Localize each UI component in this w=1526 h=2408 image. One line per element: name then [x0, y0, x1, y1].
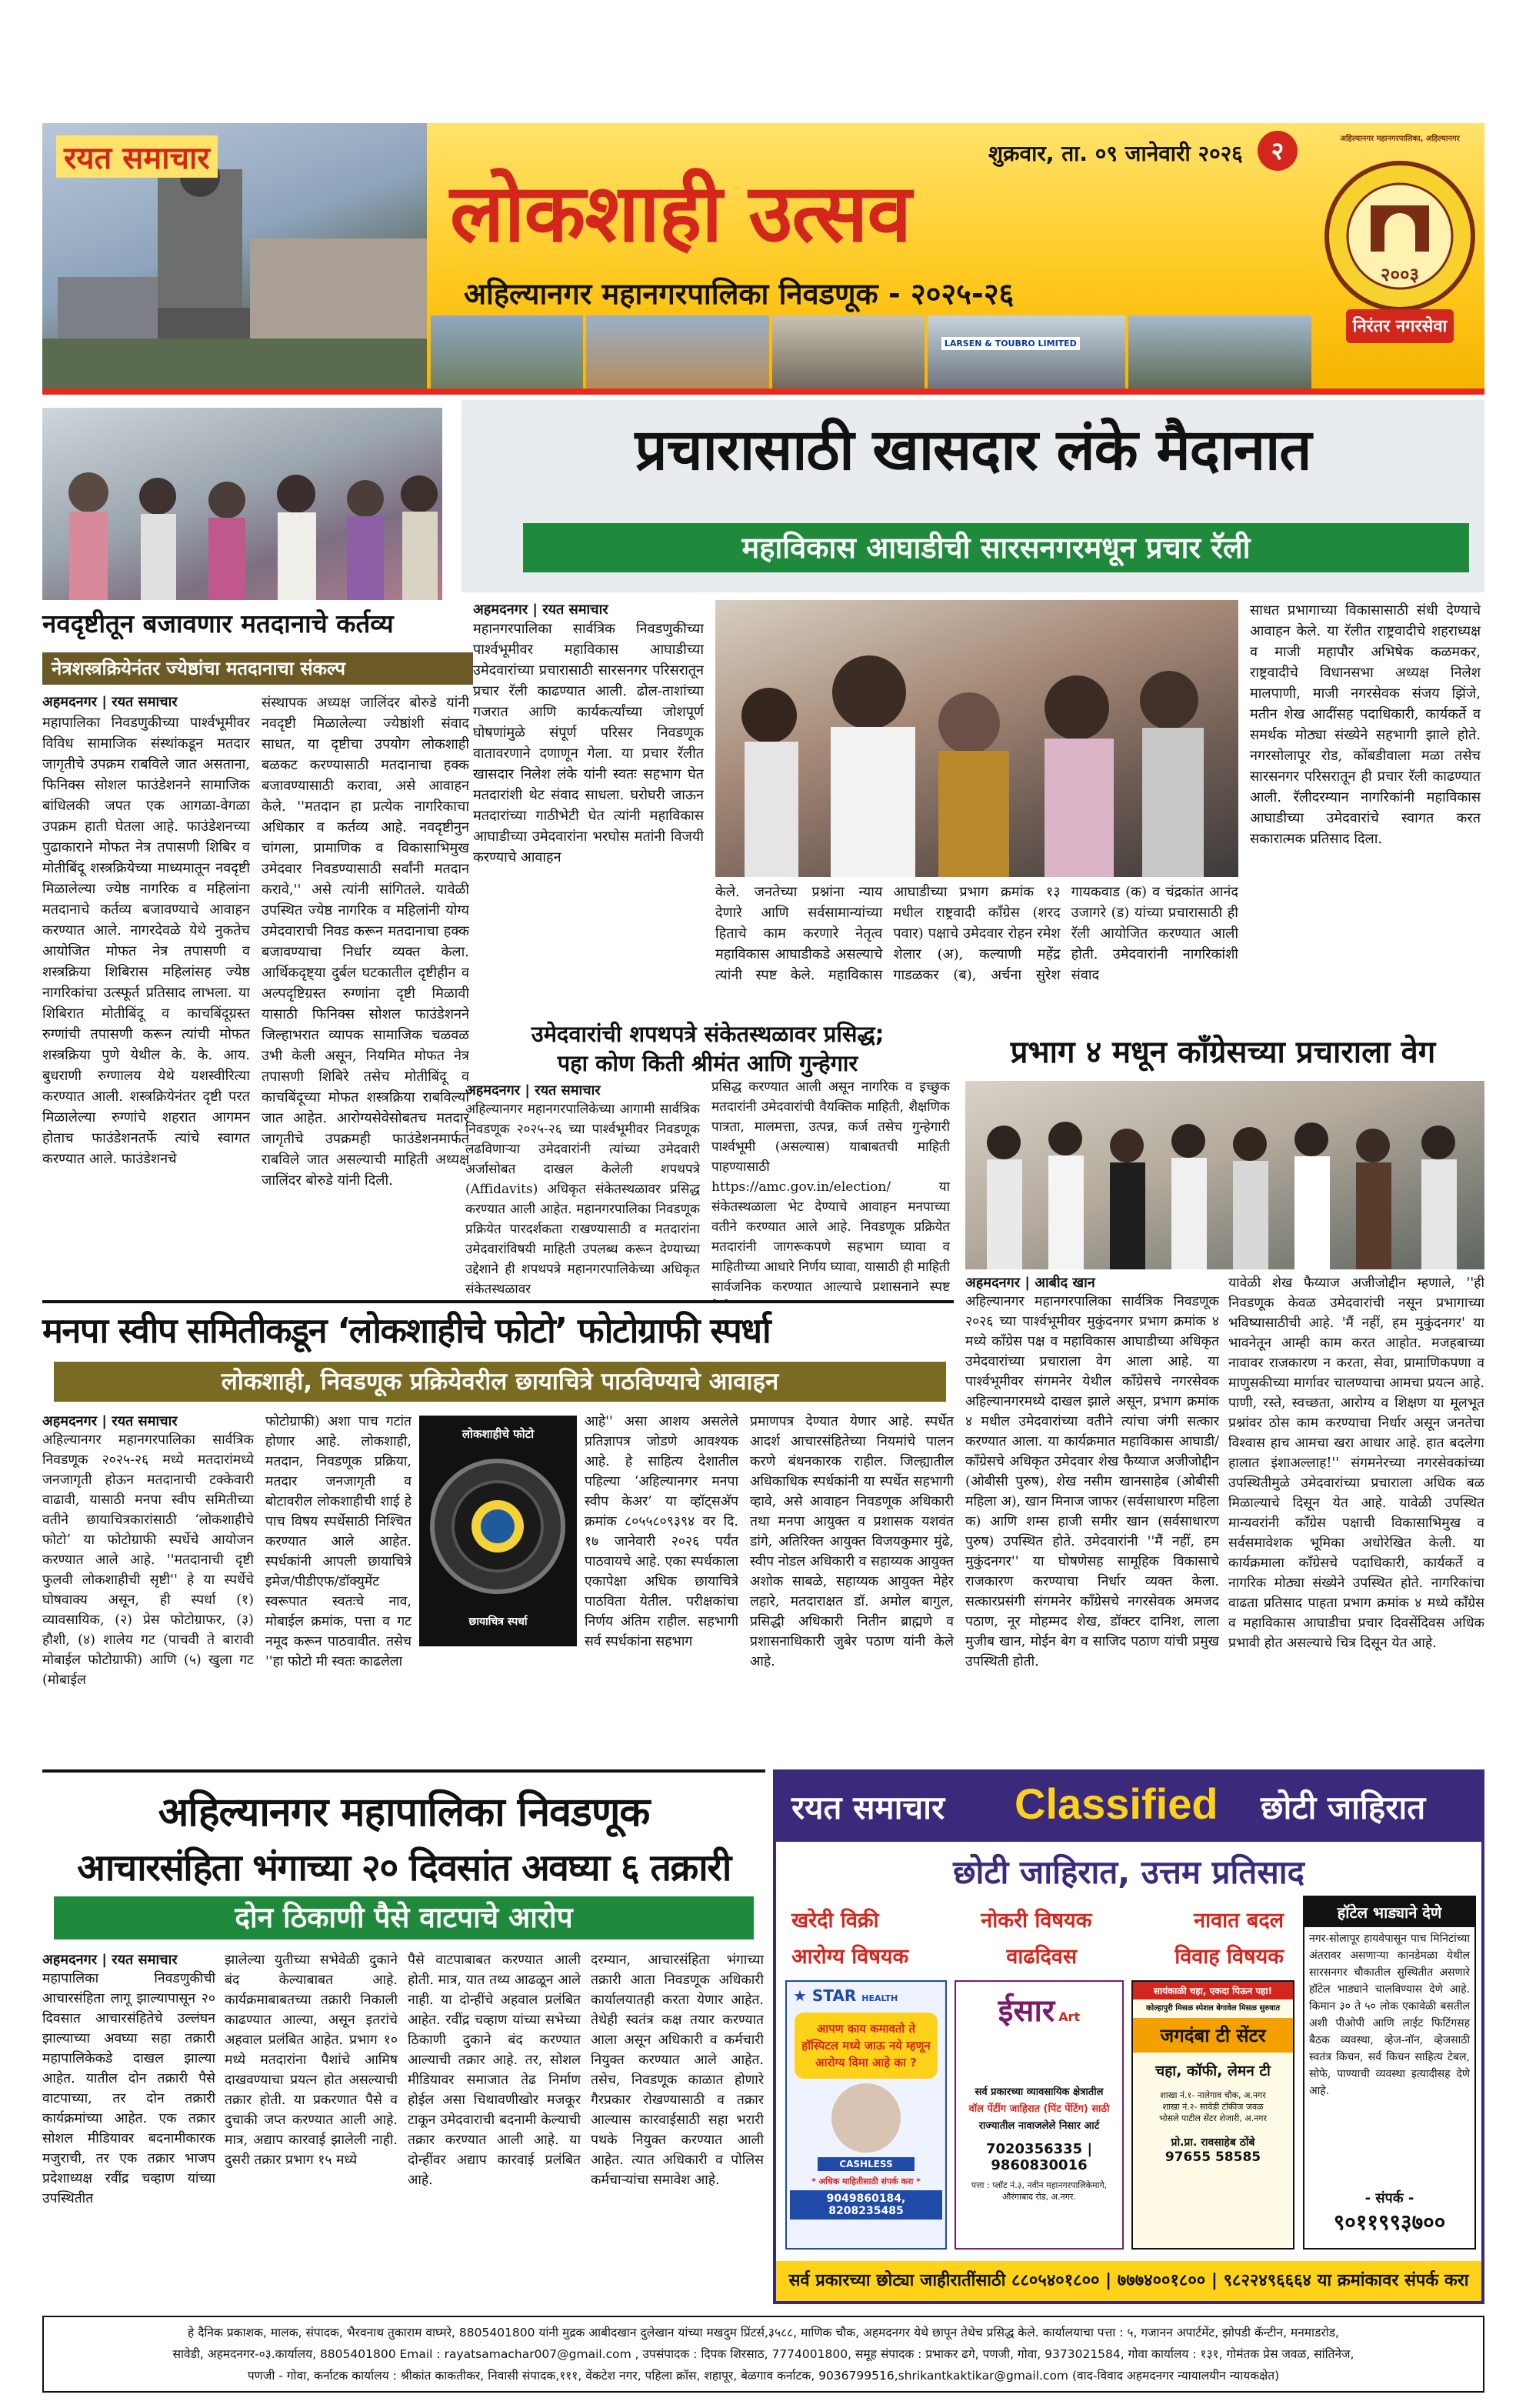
lanke-photo [715, 600, 1238, 877]
hotel-ad-title: हॉटेल भाड्याने देणे [1304, 1897, 1474, 1927]
emblem-icon [1323, 132, 1477, 379]
category-marriage: विवाह विषयक [1174, 1945, 1284, 1969]
congress-col-1 [965, 1273, 1219, 1763]
code-body-2: झालेल्या युतीच्या सभेवेळी दुकाने बंद केल्याबाबत आहे. कार्यक्रमाबाबतच्या तक्रारी निकाली काढण्यात आल्या, असून इतरांचे अहवाल प्रलंबित आहेत. प्रभाग १० मध्ये मतदारांना पैशांचे आमिष दाखवण्याचा प्रयत्न होत असल्याची तक्रार होती. या प्रकरणात पैसे व दुचाकी जप्त करण्यात आली आहे. मात्र, अद्याप कारवाई झालेली नाही. दुसरी तक्रार प्रभाग १५ मध्ये [225, 1953, 398, 2168]
affidavit-body-1: अहिल्यानगर महानगरपालिकेच्या आगामी सार्वत्रिक निवडणूक २०२५-२६ च्या पार्श्वभूमीवर निवडणूक लढविणाऱ्या उमेदवारांनी त्यांच्या उमेदवारी अर्जासोबत दाखल केलेली शपथपत्रे (Affidavits) अधिकृत संकेतस्थळावर प्रसिद्ध करण्यात आली आहेत. महानगरपालिका निवडणूक प्रक्रियेत पारदर्शकता राखण्यासाठी व मतदारांना उमेदवारांविषयी माहिती उपलब्ध करून देण्याच्या उद्देशाने ही शपथपत्रे महानगरपालिकेच्या अधिकृत संकेतस्थळावर [465, 1102, 700, 1297]
sweep-col-1 [42, 1412, 254, 1763]
lanke-col-right: साधत प्रभागाच्या विकासासाठी संधी देण्याचे आवाहन केले. या रॅलीत राष्ट्रवादीचे शहराध्यक्ष व माजी महापौर अभिषेक कळमकर, राष्ट्रवादीचे विधानसभा अध्यक्ष निलेश मालपाणी, माजी नगरसेवक संजय झिंजे, मतीन शेख आदींसह पदाधिकारी, कार्यकर्ते व समर्थक मोठ्या संख्येने सहभागी झाले होते. नगरसोलापूर रोड, कोंबडीवाला मळा तसेच सारसनगर परिसरातून ही प्रचार रॅली काढण्यात आली. रॅलीदरम्यान नागरिकांनी महाविकास आघाडीच्या उमेदवारांचे स्वागत करत सकारात्मक प्रतिसाद दिला. [1250, 602, 1481, 847]
code-body-1: महापालिका निवडणुकीची आचारसंहिता लागू झाल्यापासून २० दिवसात आचारसंहितेचे उल्लंघन झाल्याच्या अवघ्या सहा तक्रारी महापालिकेकडे दाखल झाल्या आहेत. यातील दोन तक्रारी पैसे वाटपाच्या, तर दोन तक्रारी कार्यक्रमांच्या आहेत. एक तक्रार सोशल मीडियावर बदनामीकारक मजुराची, तर एक तक्रार भाजप प्रदेशाध्यक्ष रवींद्र चव्हाण यांच्या उपस्थितीत [42, 1971, 215, 2206]
classified-tagline: छोटी जाहिरात, उत्तम प्रतिसाद [953, 1853, 1304, 1891]
tea-phone: 97655 58585 [1164, 2150, 1261, 2165]
imprint-line-1: हे दैनिक प्रकाशक, मालक, संपादक, भैरवनाथ तुकाराम वाघ्मरे, 8805401800 यांनी मुद्रक आबीदखान दुलेखान यांच्या मखदुम प्रिंटर्स,३५८८, माणिक चौक, अहमदनगर येथे छापून तेथेच प्रसिद्ध केले. कार्यालयाचा पत्ता : ५, गजानन अपार्टमेंट, झोपडी कॅन्टीन, मनमाडरोड, [188, 2326, 1339, 2340]
congress-group-illustration [965, 1081, 1484, 1269]
nisar-address: पत्ता : प्लॉट नं.३, नवीन महानगरपालिकेमागे, औरंगाबाद रोड, अ.नगर. [971, 2180, 1108, 2202]
sweep-poster [419, 1416, 577, 1646]
imprint [42, 2316, 1484, 2393]
lanke-headline: प्रचारासाठी खासदार लंके मैदानात [635, 417, 1311, 483]
sweep-body-3: आहे'' असा आशय असलेले प्रतिज्ञापत्र जोडणे आवश्यक आहे. हे साहित्य देशातील पहिल्या ‘अहिल्यानगर मनपा स्वीप केअर’ या व्हॉट्सअ‍ॅप क्रमांक ८०५५८०९३९४ वर दि. १७ जानेवारी २०२६ पर्यंत पाठवायचे आहे. एका स्पर्धकाला एकापेक्षा अधिक छायाचित्रे पाठविता येतील. परीक्षकांचा निर्णय अंतिम राहील. सहभागी सर्व स्पर्धकांना सहभाग [585, 1414, 738, 1649]
imprint-line-3: पणजी - गोवा, कर्नाटक कार्यालय : श्रीकांत काकतीकर, निवासी संपादक,१११, वेंकटेश नगर, पहिला क्रॉस, शहापूर, बेळगाव कर्नाटक, 9036799516,shrikantkaktikar@gmail.com (वाद-विवाद अहमदनगर न्यायालयीन न्यायकक्षेत) [247, 2369, 1280, 2383]
nisar-logo: ईसार Art [998, 1993, 1081, 2029]
tea-address-1: शाखा नं.१- नालेगाव चौक, अ.नगर [1160, 2090, 1266, 2100]
strip-photo-5 [1128, 315, 1311, 389]
lanke-under-photo: केले. जनतेच्या प्रश्नांना न्याय देणारे आणि सर्वसामान्यांच्या हिताचे काम करणारे नेतृत्व महाविकास आघाडीकडे असल्याचे त्यांनी स्पष्ट केले. महाविकास आघाडीच्या प्रभाग क्रमांक १३ मधील राष्ट्रवादी काँग्रेस (शरद पवार) पक्षाचे उमेदवार रोहन रमेश शेलार (अ), कल्याणी महेंद्र गाडळकर (ब), अर्चना सुरेश गायकवाड (क) व चंद्रकांत आनंद उजागरे (ड) यांच्या प्रचारासाठी ही रॅली आयोजित करण्यात आली होती. उमेदवारांनी नागरिकांशी संवाद [715, 884, 1238, 983]
code-rule-top [42, 1769, 765, 1773]
classified-title-en: Classified [1015, 1779, 1218, 1828]
classified-header [776, 1773, 1481, 1842]
tea-address-2: शाखा नं.२- सावेडी टॉकीज जवळ [1162, 2102, 1264, 2112]
page-number: २ [1258, 131, 1298, 171]
netra-col-2 [262, 692, 469, 1314]
masthead-title: लोकशाही उत्सव [450, 166, 911, 260]
nisar-art-ad [955, 1980, 1124, 2250]
star-icon: ★ [793, 1986, 807, 2005]
code-byline: अहमदनगर | रयत समाचार [42, 1952, 178, 1968]
code-subhead: दोन ठिकाणी पैसे वाटपाचे आरोप [54, 1896, 754, 1939]
netra-subhead: नेत्रशस्त्रक्रियेनंतर ज्येष्ठांचा मतदानाचा संकल्प [42, 652, 473, 685]
strip-photo-4 [928, 315, 1125, 389]
star-ad-question: आपण काय कमावतो ते हॉस्पिटल मध्ये जाऊ नये म्हणून आरोग्य विमा आहे का ? [795, 2013, 938, 2079]
sweep-byline: अहमदनगर | रयत समाचार [42, 1413, 178, 1429]
emblem-motto: निरंतर नगरसेवा [1352, 317, 1448, 336]
star-ad-phone: 9049860184, 8208235485 [790, 2190, 942, 2220]
star-ad-note: * अधिक माहितीसाठी संपर्क करा * [811, 2176, 921, 2186]
congress-byline: अहमदनगर | आबीद खान [965, 1275, 1095, 1291]
nisar-line-2: वॉल पेंटींग जाहिरात (पिंट पेंटिंग) साठी [968, 2103, 1110, 2115]
star-ad-person [831, 2083, 901, 2153]
classified-block [773, 1769, 1484, 2304]
sweep-rule-top [42, 1300, 954, 1303]
sweep-body-1: अहिल्यानगर महानगरपालिका सार्वत्रिक निवडणूक २०२५-२६ मध्ये मतदारांमध्ये जनजागृती होऊन मतदानाची टक्केवारी वाढावी, यासाठी मनपा स्वीप समितीच्या वतीने छायाचित्रकारांसाठी ‘लोकशाहीचे फोटो’ या फोटोग्राफी स्पर्धेचे आयोजन करण्यात आले आहे. ''मतदानाची दृष्टी फुलवी लोकशाहीची सृष्टी'' हे या स्पर्धेचे घोषवाक्य असून, ही स्पर्धा (१) व्यावसायिक, (२) प्रेस फोटोग्राफर, (३) हौशी, (४) शालेय गट (पाचवी ते बारावी मोबाईल फोटोग्राफी) आणि (५) खुला गट (मोबाईल [42, 1432, 254, 1688]
nisar-line-1: सर्व प्रकारच्या व्यावसायिक क्षेत्रातील [975, 2086, 1104, 2098]
netra-body-1: महापालिका निवडणुकीच्या पार्श्वभूमीवर विविध सामाजिक संस्थांकडून मतदार जागृतीचे उपक्रम राबविले जात असताना, फिनिक्स सोशल फाउंडेशनने सामाजिक बांधिलकी जपत एक आगळा-वेगळा उपक्रम हाती घेतला आहे. फाउंडेशनच्या पुढाकाराने मोफत नेत्र तपासणी शिबिर व मोतीबिंदू शस्त्रक्रियेच्या माध्यमातून नवदृष्टी मिळालेल्या ज्येष्ठ नागरिक व महिलांना मतदानाचे कर्तव्य बजावण्याचे आवाहन करण्यात आले. नागरदेवळे येथे नुकतेच आयोजित मोफत नेत्र तपासणी व शस्त्रक्रिया शिबिरास महिलांसह ज्येष्ठ नागरिकांचा उत्स्फूर्त प्रतिसाद लाभला. या शिबिरात मोतीबिंदू व काचबिंदूग्रस्त रुग्णांची तपासणी करून त्यांची मोफत शस्त्रक्रिया पुणे येथील के. के. आय. बुधराणी रुग्णालय येथे यशस्वीरित्या करण्यात आली. शस्त्रक्रियेनंतर दृष्टी परत मिळालेल्या रुग्णांचे शहरात आगमन होताच फाउंडेशनतर्फे त्यांचे स्वागत करण्यात आले. फाउंडेशनचे [42, 715, 250, 1167]
congress-body-2: यावेळी शेख फैय्याज अजीजोद्दीन म्हणाले, ''ही निवडणूक केवळ उमेदवारांची नसून प्रभागाच्या भविष्यासाठीची आहे. 'मैं नहीं, हम मुकुंदनगर' या भावनेतून आम्ही काम करत आहोत. मजहबाच्या नावावर राजकारण न करता, सेवा, प्रामाणिकपणा व माणुसकीच्या मार्गावर चालण्याचा आमचा प्रयत्न आहे. पाणी, रस्ते, स्वच्छता, आरोग्य व शिक्षण या मूलभूत प्रश्नांवर ठोस काम करण्याचा निर्धार असून जनतेचा विश्वास हाच आमचा खरा आधार आहे. हात बदलेगा हालात इंशाअल्लाह!'' संगमनेरच्या नगरसेवकांच्या उपस्थितीमुळे उमेदवारांच्या प्रचाराला अधिक बळ मिळाल्याचे दिसून येत आहे. यावेळी उपस्थित मान्यवरांनी काँग्रेस पक्षाची विकासाभिमुख व सर्वसमावेशक भूमिका अधोरेखित केली. या कार्यक्रमाला काँग्रेसचे पदाधिकारी, कार्यकर्ते व नागरिक मोठ्या संख्येने उपस्थित होते. नागरिकांचा वाढता प्रतिसाद पाहता प्रभाग क्रमांक ४ मध्ये काँग्रेस व महाविकास आघाडीचा प्रचार दिवसेंदिवस अधिक प्रभावी होत असल्याचे चित्र दिसून येत आहे. [1228, 1276, 1484, 1651]
netra-photo [42, 408, 442, 600]
amc-emblem [1323, 132, 1477, 379]
affidavit-byline: अहमदनगर | रयत समाचार [465, 1082, 601, 1099]
category-name-change: नावात बदल [1194, 1909, 1284, 1933]
strip-photo-2 [586, 315, 769, 389]
category-health: आरोग्य विषयक [791, 1945, 909, 1969]
hotel-ad-phone: ९०११९९३७०० [1333, 2210, 1446, 2235]
lt-sign: LARSEN & TOUBRO LIMITED [941, 337, 1080, 350]
tea-address-3: भोसले पाटील सेंटर शेजारी, अ.नगर [1159, 2113, 1267, 2123]
netra-byline: अहमदनगर | रयत समाचार [42, 694, 178, 710]
code-col-1 [42, 1950, 215, 2292]
masthead-subtitle: अहिल्यानगर महानगरपालिका निवडणूक - २०२५-२६ [464, 277, 1015, 311]
code-headline-1: अहिल्यानगर महापालिका निवडणूक [158, 1789, 650, 1836]
masthead-date: शुक्रवार, ता. ०९ जानेवारी २०२६ [988, 141, 1243, 166]
camera-lens-icon [419, 1442, 577, 1611]
classified-categories [791, 1905, 1284, 1969]
masthead [42, 123, 1484, 389]
affidavit-col-1 [465, 1081, 700, 1315]
group-photo-illustration [42, 408, 442, 600]
congress-headline: प्रभाग ४ मधून काँग्रेसच्या प्रचाराला वेग [1010, 1035, 1436, 1070]
category-jobs: नोकरी विषयक [981, 1909, 1092, 1933]
nisar-phone: 7020356335 | 9860830016 [985, 2141, 1093, 2173]
tea-top-2: कोल्हापुरी मिसळ स्पेशल बेगावेल मिसळ सुरुवात [1145, 2004, 1281, 2013]
tea-center-ad [1131, 1980, 1294, 2250]
category-buy-sell: खरेदी विक्री [791, 1909, 879, 1933]
masthead-photo-strip [431, 315, 1311, 389]
imprint-line-2: सावेडी, अहमदनगर-०३.कार्यालय, 8805401800 Email : rayatsamachar007@gmail.com , उपसंपादक : दिपक शिरसाठ, 7774001800, समूह संपादक : प्रभाकर ढगे, पणजी, गोवा, 9373021584, गोवा कार्यालय : १३१, गोमंतक प्रेस जवळ, सांतिनेज, [172, 2347, 1354, 2361]
tea-name: जगदंबा टी सेंटर [1133, 2018, 1293, 2053]
sweep-subhead: लोकशाही, निवडणूक प्रक्रियेवरील छायाचित्रे पाठविण्याचे आवाहन [54, 1362, 946, 1402]
rally-photo-illustration [715, 600, 1238, 877]
tea-items: चहा, कॉफी, लेमन टी [1155, 2063, 1271, 2079]
lanke-body-1: महानगरपालिका सार्वत्रिक निवडणुकीच्या पार्श्वभूमीवर महाविकास आघाडीच्या उमेदवारांच्या प्रचारासाठी सारसनगर परिसरातून प्रचार रॅली काढण्यात आली. ढोल-ताशांच्या गजरात आणि कार्यकर्त्यांच्या जोशपूर्ण घोषणांमुळे संपूर्ण परिसर निवडणूक वातावरणाने दणाणून गेला. या प्रचार रॅलीत खासदार निलेश लंके यांनी स्वतः सहभाग घेत मतदारांशी थेट संवाद साधला. घरोघरी जाऊन मतदारांच्या गाठीभेटी घेत त्यांनी महाविकास आघाडीच्या उमेदवारांना भरघोस मतांनी विजयी करण्याचे आवाहन [473, 621, 704, 865]
sweep-body-2: फोटोग्राफी) अशा पाच गटांत होणार आहे. लोकशाही, मतदान, निवडणूक प्रक्रिया, मतदार जनजागृती व बोटावरील लोकशाहीची शाई हे पाच विषय स्पर्धेसाठी निश्चित करण्यात आले आहेत. स्पर्धकांनी आपली छायाचित्रे इमेज/पीडीएफ/डॉक्युमेंट स्वरूपात स्वतःचे नाव, मोबाईल क्रमांक, पत्ता व गट नमूद करून पाठवावीत. तसेच ''हा फोटो मी स्वतः काढलेला [265, 1414, 411, 1669]
star-health-ad [785, 1980, 947, 2250]
netra-body-2: संस्थापक अध्यक्ष जालिंदर बोरुडे यांनी नवदृष्टी मिळालेल्या ज्येष्ठांशी संवाद साधत, या दृष्टीचा उपयोग लोकशाही बळकट करण्यासाठी मतदानाचा हक्क बजावण्यासाठी करावा, असे आवाहन केले. ''मतदान हा प्रत्येक नागरिकाचा अधिकार व कर्तव्य आहे. नवदृष्टीनुन चांगला, प्रामाणिक व विकासाभिमुख उमेदवार निवडण्यासाठी सर्वांनी मतदान करावे,'' असे त्यांनी सांगितले. यावेळी उपस्थित ज्येष्ठ नागरिक व महिलांनी योग्य उमेदवाराची निवड करून मतदानाचा हक्क बजावण्याचा निर्धार व्यक्त केला. आर्थिकदृष्ट्या दुर्बल घटकातील दृष्टीहीन व अल्पदृष्टिग्रस्त रुग्णांना दृष्टी मिळावी यासाठी फिनिक्स सोशल फाउंडेशनने जिल्हाभरात व्यापक सामाजिक चळवळ उभी केली असून, नियमित मोफत नेत्र तपासणी शिबिरे तसेच मोतीबिंदू व काचबिंदूच्या मोफत शस्त्रक्रिया राबविल्या जात आहेत. आरोग्यसेवेसोबतच मतदार जागृतीचे उपक्रमही फाउंडेशनमार्फत राबविले जात असल्याची माहिती अध्यक्ष जालिंदर बोरुडे यांनी दिली. [262, 695, 469, 1189]
code-body-4: दरम्यान, आचारसंहिता भंगाच्या तक्रारी आता निवडणूक अधिकारी कार्यालयातही करता येणार आहेत. तेथेही स्वतंत्र कक्ष तयार करण्यात आला असून अधिकारी व कर्मचारी नियुक्त करण्यात आले आहेत. तसेच, निवडणूक काळात होणारे गैरप्रकार रोखण्यासाठी व तक्रार आल्यास कारवाईसाठी सहा भरारी पथके नियुक्त करण्यात आली आहेत. त्यात अधिकारी व पोलिस कर्मचाऱ्यांचा समावेश आहे. [591, 1953, 764, 2188]
nisar-line-3: राज्यातील नावाजलेले निसार आर्ट [978, 2120, 1100, 2132]
sweep-body-4: प्रमाणपत्र देण्यात येणार आहे. स्पर्धेत आदर्श आचारसंहितेच्या नियमांचे पालन करणे बंधनकारक राहील. जिल्ह्यातील अधिकाधिक स्पर्धकांनी या स्पर्धेत सहभागी व्हावे, असे आवाहन निवडणूक अधिकारी तथा मनपा आयुक्त व प्रशासक यशवंत डांगे, अतिरिक्त आयुक्त विजयकुमार मुंढे, स्वीप नोडल अधिकारी व सहाय्यक आयुक्त अशोक साबळे, सहाय्यक आयुक्त मेहेर लहारे, मतदाराक्षत डॉ. अमोल बागुल, प्रसिद्धी अधिकारी नितीन ब्राह्मणे व प्रशासनाधिकारी जुबेर पठाण यांनी केले आहे. [750, 1414, 954, 1669]
code-body-3: पैसे वाटपाबाबत करण्यात आली होती. मात्र, यात तथ्य आढळून आले नाही. या दोन्हींचे अहवाल प्रलंबित आहेत. रवींद्र चव्हाण यांच्या सभेच्या ठिकाणी दुकाने बंद करण्यात आल्याची तक्रार आहे. तर, सोशल मीडियावर समाजात तेढ निर्माण होईल असा चिथावणीखोर मजकूर टाकून उमेदवाराची बदनामी केल्याची तक्रार करण्यात आली आहे. या दोन्हींवर अद्याप कारवाई प्रलंबित आहे. [408, 1953, 581, 2188]
star-ad-badge: CASHLESS [818, 2157, 915, 2171]
categories-row-1 [791, 1905, 1284, 1933]
classified-title-tail: छोटी जाहिरात [1261, 1789, 1426, 1826]
tea-top-1: सायंकाळी चहा, एकदा पिऊन पहा! [1133, 1982, 1293, 1999]
affidavit-body-2: प्रसिद्ध करण्यात आली असून नागरिक व इच्छुक मतदारांनी उमेदवारांची वैयक्तिक माहिती, शैक्षणिक पात्रता, मालमत्ता, उत्पन्न, कर्ज तसेच गुन्हेगारी पार्श्वभूमी (असल्यास) याबाबतची माहिती पाहण्यासाठी https://amc.gov.in/election/ या संकेतस्थळाला भेट देण्याचे आवाहन मनपाच्या वतीने करण्यात आले आहे. निवडणूक प्रक्रियेत मतदारांनी जागरूकपणे सहभाग घ्यावा व माहितीच्या आधारे निर्णय घ्यावा, यासाठी ही माहिती सार्वजनिक करण्यात आल्याचे प्रशासनाने स्पष्ट [711, 1079, 950, 1295]
strip-photo-3 [772, 315, 925, 389]
netra-col-1 [42, 692, 250, 1312]
hotel-ad-contact-label: - संपर्क - [1364, 2190, 1414, 2206]
category-birthday: वाढदिवस [1006, 1945, 1078, 1969]
sweep-headline: मनपा स्वीप समितीकडून ‘लोकशाहीचे फोटो’ फोटोग्राफी स्पर्धा [42, 1310, 771, 1351]
affidavit-headline-2: पहा कोण किती श्रीमंत आणि गुन्हेगार [557, 1050, 858, 1076]
lanke-subhead: महाविकास आघाडीची सारसनगरमधून प्रचार रॅली [523, 523, 1469, 572]
brand-label: रयत समाचार [56, 135, 218, 178]
congress-body-1: अहिल्यानगर महानगरपालिका सार्वत्रिक निवडणूक २०२६ च्या पार्श्वभूमीवर मुकुंदनगर प्रभाग क्रमांक ४ मध्ये काँग्रेस पक्ष व महाविकास आघाडीच्या अधिकृत उमेदवारांच्या प्रचाराला वेग आला आहे. या पार्श्वभूमीवर संगमनेर येथील काँग्रेसचे नगरसेवक अहिल्यानगरमध्ये दाखल झाले असून, प्रभाग क्रमांक ४ मधील उमेदवारांच्या वतीने त्यांचा जंगी सत्कार करण्यात आला. या कार्यक्रमात महाविकास आघाडी/काँग्रेसचे अधिकृत उमेदवार शेख फैय्याज अजीजोद्दीन (ओबीसी पुरुष), शेख नसीम खानसाहेब (ओबीसी महिला अ), खान मिनाज जाफर (सर्वसाधारण महिला क) आणि शम्स हाजी समीर खान (सर्वसाधारण पुरुष) उपस्थित होते. उमेदवारांनी ''मैं नहीं, हम मुकुंदनगर'' या घोषणेसह सामूहिक विकासाचे राजकारण करण्याचा निर्धार व्यक्त केला. सत्कारप्रसंगी संगमनेर काँग्रेसचे नगरसेवक अमजद पठाण, नूर मोहम्मद शेख, डॉक्टर दानिश, लाला मुजीब खान, मोईन बेग व साजिद पठाण यांची प्रमुख उपस्थिती होती. [965, 1294, 1219, 1669]
hotel-ad [1303, 1896, 1476, 2250]
categories-row-2 [791, 1941, 1284, 1969]
classified-title-mr: रयत समाचार [791, 1789, 945, 1826]
congress-photo [965, 1081, 1484, 1269]
code-headline-2: आचारसंहिता भंगाच्या २० दिवसांत अवघ्या ६ तक्रारी [77, 1846, 731, 1889]
tea-owner: प्रो.प्रा. रावसाहेब ठोंबे [1171, 2136, 1255, 2149]
lanke-byline: अहमदनगर | रयत समाचार [473, 602, 608, 618]
poster-title: लोकशाहीचे फोटो [461, 1427, 535, 1441]
masthead-rule [42, 389, 1484, 395]
classified-footer: सर्व प्रकारच्या छोट्या जाहीरातींसाठी ८८०५४०१८०० | ७७७४००१८०० | ९८२२४९६६६४ या क्रमांकावर संपर्क करा [776, 2261, 1481, 2301]
strip-photo-1 [431, 315, 583, 389]
emblem-year: २००३ [1381, 264, 1419, 285]
netra-headline: नवदृष्टीतून बजावणार मतदानाचे कर्तव्य [42, 609, 394, 639]
affidavit-headline [461, 1019, 954, 1078]
hotel-ad-body: नगर-सोलापूर हायवेपासून पाच मिनिटांच्या अंतरावर असणाऱ्या कानडेमळा येथील सारसनगर चौकातील सुस्थितीत असणारे हॉटेल भाड्याने चालविण्यास देणे आहे. किमान ३० ते ५० लोक एकावेळी बसतील अशी पीओपी आणि लाईट फिटिंगसह बैठक व्यवस्था, व्हेज-नॉन, व्हेजसाठी स्वतंत्र किचन, सर्व किचन साहित्य टेबल, सोफे, पाण्याची व्यवस्था इत्यादीसह देणे आहे. [1309, 1933, 1470, 2097]
affidavit-headline-1: उमेदवारांची शपथपत्रे संकेतस्थळावर प्रसिद्ध; [531, 1021, 885, 1047]
emblem-ring-text: अहिल्यानगर महानगरपालिका, अहिल्यानगर [1340, 135, 1460, 143]
poster-caption: छायाचित्र स्पर्धा [468, 1616, 528, 1628]
star-logo: ★ STAR HEALTH [793, 1986, 898, 2005]
lanke-col-1 [473, 600, 704, 882]
